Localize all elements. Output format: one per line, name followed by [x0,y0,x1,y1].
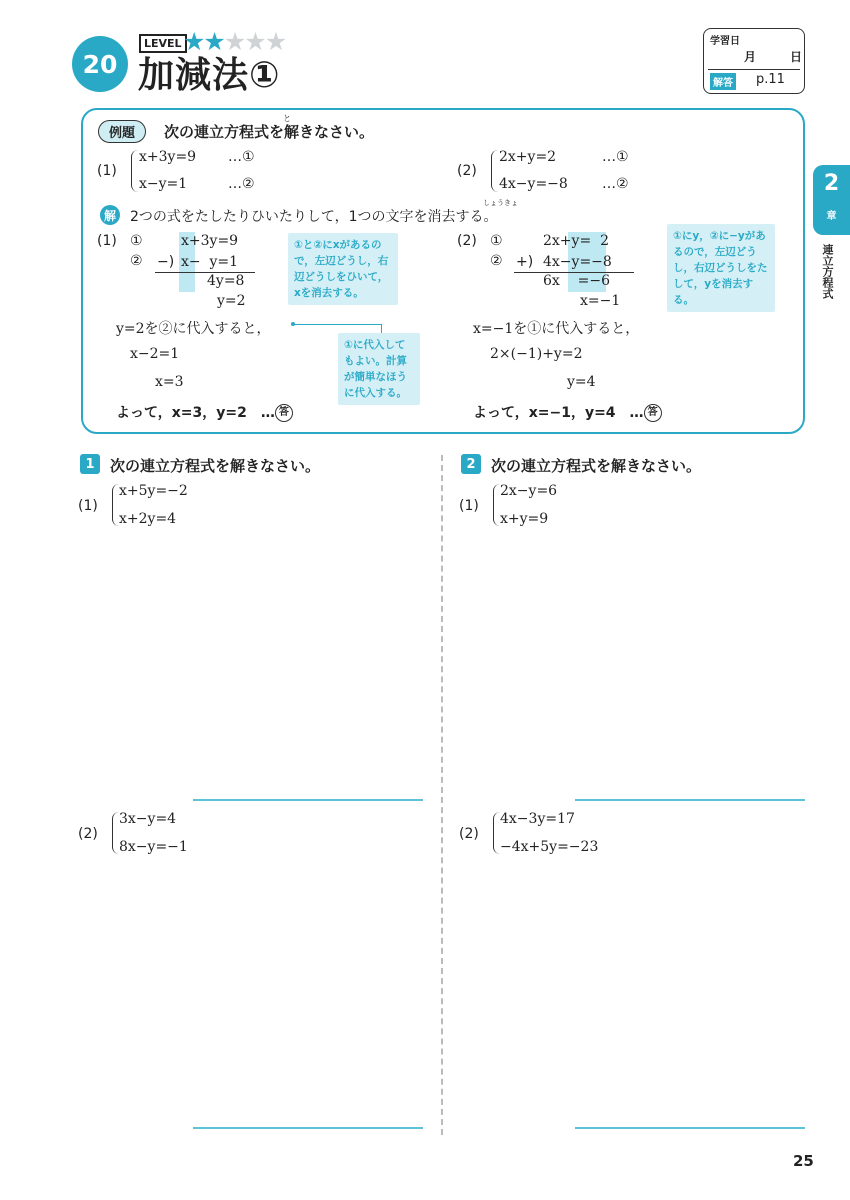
chapter-tab [813,165,850,235]
s2-circle1: ① [490,233,503,249]
s1-row1: x+3y=9 [181,233,239,249]
answer-page: p.11 [756,72,785,87]
ex2-p2-eq2: −4x+5y=−23 [500,839,599,855]
ex2-p1-eq2: x+y=9 [500,511,549,527]
lesson-number: 20 [82,49,118,79]
page-title: 加減法① [138,55,281,96]
s2-final [473,402,662,422]
s1-callout-dot [291,322,295,326]
ex2-p1-answer-line[interactable] [575,799,805,801]
s2-circle2: ② [490,253,503,269]
chapter-number: 2 [823,171,840,196]
chapter-word: 章 [826,211,837,222]
s2-line2: y=4 [567,374,596,390]
example-p1-tag2: …② [228,176,255,192]
example-instruction: 次の連立方程式を解きなさい。 [164,123,375,141]
example-p2-eq2: 4x−y=−8 [499,176,568,192]
s2-note: ①にy，②に−yがあるので，左辺どうし，右辺どうしをたして，yを消去する。 [667,224,775,312]
example-p1-number: (1) [97,163,117,179]
s1-callout-line [294,324,382,333]
s2-row2: 4x−y=−8 [543,254,612,270]
ex2-p1-number: (1) [459,498,479,514]
exercise-1-instruction: 次の連立方程式を解きなさい。 [110,457,321,475]
example-label: 例題 [98,120,146,143]
s1-substitute: y=2を②に代入すると， [116,321,271,337]
answer-mark-icon: 答 [275,404,293,422]
ruby-to: と [283,114,291,123]
ex1-p1-number: (1) [78,498,98,514]
example-p2-eq1: 2x+y=2 [499,149,557,165]
ex1-p2-eq1: 3x−y=4 [119,811,177,827]
level-tag: LEVEL [139,34,187,53]
ex2-p2-brace [493,812,500,854]
ex1-p1-eq1: x+5y=−2 [119,483,188,499]
example-p2-number: (2) [457,163,477,179]
study-date-label: 学習日 [710,36,740,47]
ex1-p2-answer-line[interactable] [193,1127,423,1129]
s1-circle2: ② [130,253,143,269]
s2-substitute: x=−1を①に代入すると， [473,321,640,337]
s2-final-text: よって，x=−1，y=4 … [473,405,644,421]
s1-circle1: ① [130,233,143,249]
ex2-p1-brace [493,484,500,526]
ex2-p1-eq1: 2x−y=6 [500,483,558,499]
example-p1-eq2: x−y=1 [139,176,188,192]
day-label: 日 [790,50,803,64]
study-box-divider [708,69,800,70]
s1-row4: y=2 [217,293,246,309]
example-p2-tag2: …② [602,176,629,192]
column-divider [441,455,443,1135]
s2-operator: +) [516,254,534,270]
star-empty-icon: ★ [264,27,286,56]
s1-row3: 4y=8 [207,273,245,289]
s1-line2: x=3 [155,374,184,390]
s2-row3: 6x =−6 [543,273,610,289]
answer-mark-icon: 答 [644,404,662,422]
month-label: 月 [744,50,757,64]
s2-line1: 2×(−1)+y=2 [490,346,583,362]
star-empty-icon: ★ [223,27,245,56]
s1-final [116,402,293,422]
example-p2-brace [491,150,498,192]
ex1-p2-eq2: 8x−y=−1 [119,839,188,855]
exercise-2-instruction: 次の連立方程式を解きなさい。 [491,457,702,475]
s2-row1: 2x+y= 2 [543,233,609,249]
ex1-p1-brace [112,484,119,526]
s1-operator: −) [157,254,175,270]
lesson-number-badge [72,36,128,92]
example-p2-tag1: …① [602,149,629,165]
answer-tag: 解答 [710,73,736,90]
s1-number: (1) [97,233,117,249]
star-filled-icon: ★ [203,27,224,56]
example-p1-tag1: …① [228,149,255,165]
ex2-p2-number: (2) [459,826,479,842]
solution-intro: 2つの式をたしたりひいたりして，1つの文字を消去する。 [130,209,498,225]
s1-note: ①と②にxがあるので，左辺どうし，右辺どうしをひいて，xを消去する。 [288,233,398,305]
s1-row2: x− y=1 [181,254,239,270]
s2-number: (2) [457,233,477,249]
s1-final-text: よって，x=3，y=2 … [116,405,275,421]
ex2-p2-answer-line[interactable] [575,1127,805,1129]
s2-row4: x=−1 [580,293,621,309]
ex1-p1-eq2: x+2y=4 [119,511,177,527]
chapter-name: 連立方程式 [821,244,834,299]
s1-side-note: ①に代入してもよい。計算が簡単なほうに代入する。 [338,333,420,405]
ruby-shoukyo: しょうきょ [483,199,518,207]
exercise-1-badge: 1 [80,454,100,474]
study-date-box [703,28,805,94]
exercise-2-badge: 2 [461,454,481,474]
page-number: 25 [793,1152,814,1170]
solution-mark: 解 [100,205,120,225]
ex1-p1-answer-line[interactable] [193,799,423,801]
ex1-p2-number: (2) [78,826,98,842]
example-p1-eq1: x+3y=9 [139,149,197,165]
s1-line1: x−2=1 [130,346,180,362]
star-empty-icon: ★ [244,27,265,56]
example-p1-brace [131,150,138,192]
star-filled-icon: ★ [183,27,204,56]
ex1-p2-brace [112,812,119,854]
ex2-p2-eq1: 4x−3y=17 [500,811,575,827]
